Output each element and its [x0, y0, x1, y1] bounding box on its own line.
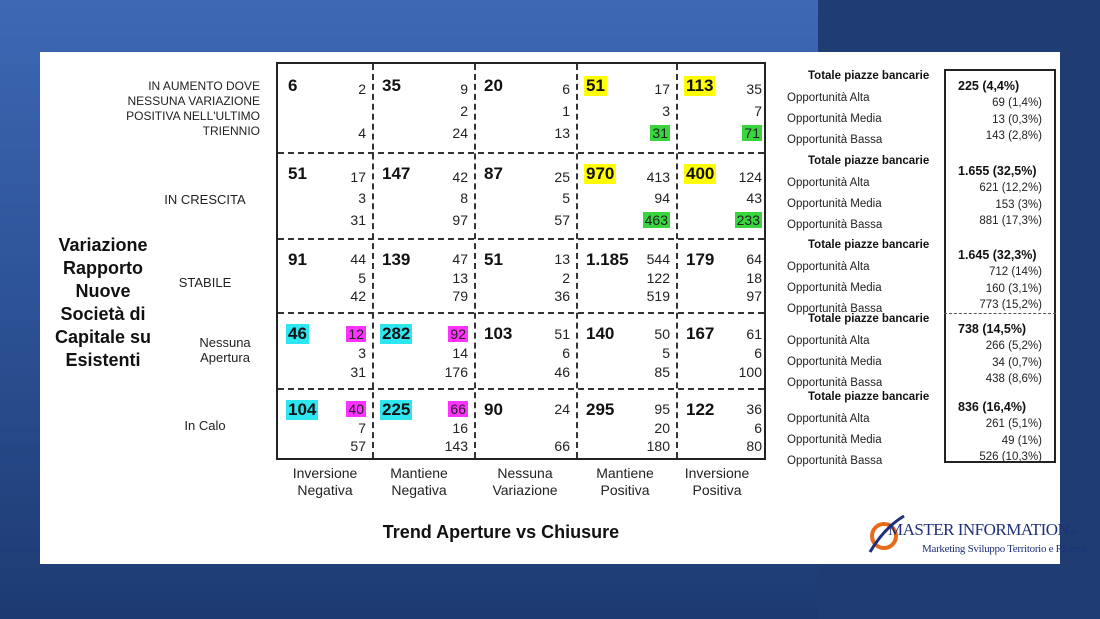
cell-alta	[630, 326, 670, 343]
cell-media	[630, 270, 670, 287]
cell-media	[530, 270, 570, 287]
matrix-cell	[474, 152, 576, 238]
summary-total-value: 225 (4,4%)	[958, 79, 1020, 93]
cell-alta	[722, 251, 762, 268]
logo-suffix: srl	[1069, 528, 1076, 537]
summary-bassa-label: Opportunità Bassa	[787, 134, 883, 146]
summary-bassa-label: Opportunità Bassa	[787, 455, 883, 467]
cell-bassa-value: 463	[644, 211, 668, 228]
col-label-4: Mantiene Positiva	[596, 465, 654, 498]
cell-alta-value: 17	[350, 168, 366, 185]
summary-alta-value: 712 (14%)	[988, 266, 1042, 278]
cell-total: 104	[288, 400, 317, 419]
cell-media-value: 2	[562, 269, 570, 286]
cell-media-value: 3	[662, 103, 670, 120]
summary-total-value: 1.645 (32,3%)	[958, 248, 1037, 262]
cell-media	[326, 190, 366, 207]
cell-media	[326, 345, 366, 362]
cell-total: 91	[288, 250, 307, 269]
y-axis-title: Variazione Rapporto Nuove Società di Capitale su Esistenti	[54, 235, 152, 370]
matrix-cell	[576, 312, 676, 388]
cell-bassa-value: 97	[746, 288, 762, 305]
row-label-4: Nessuna Apertura	[199, 335, 251, 365]
cell-bassa	[428, 364, 468, 381]
row-label-1: IN AUMENTO DOVE NESSUNA VARIAZIONE POSITIVA NELL'ULTIMO TRIENNIO	[126, 79, 260, 138]
cell-media	[722, 270, 762, 287]
summary-bassa-value: 143 (2,8%)	[985, 130, 1042, 142]
cell-bassa	[428, 288, 468, 305]
cell-alta	[530, 169, 570, 186]
cell-bassa-value: 31	[350, 211, 366, 228]
cell-bassa	[722, 212, 762, 229]
cell-bassa	[722, 438, 762, 455]
matrix-cell	[372, 64, 474, 152]
summary-total-label: Totale piazze bancarie	[808, 391, 930, 403]
matrix-cell	[576, 388, 676, 462]
cell-media-value: 94	[654, 190, 670, 207]
summary-alta-label: Opportunità Alta	[787, 177, 870, 189]
cell-alta-value: 44	[350, 251, 366, 268]
col-label-5: Inversione Positiva	[684, 465, 750, 498]
cell-alta-value: 35	[746, 81, 762, 98]
summary-media-value: 34 (0,7%)	[992, 357, 1042, 369]
cell-total: 225	[382, 400, 411, 419]
summary-alta-label: Opportunità Alta	[787, 413, 870, 425]
matrix-cell	[372, 152, 474, 238]
cell-alta-value: 61	[746, 325, 762, 342]
summary-alta-value: 69 (1,4%)	[992, 97, 1042, 109]
cell-bassa-value: 100	[738, 363, 762, 380]
cell-media-value: 2	[460, 103, 468, 120]
summary-divider	[944, 313, 1056, 314]
cell-total: 140	[586, 324, 615, 343]
cell-alta-value: 413	[646, 168, 670, 185]
cell-media-value: 16	[452, 419, 468, 436]
summary-bassa-label: Opportunità Bassa	[787, 303, 883, 315]
cell-bassa	[722, 125, 762, 142]
summary-alta-label: Opportunità Alta	[787, 261, 870, 273]
cell-alta-value: 24	[554, 401, 570, 418]
cell-alta	[722, 326, 762, 343]
cell-media	[630, 190, 670, 207]
summary-total-label: Totale piazze bancarie	[808, 313, 930, 325]
cell-bassa	[326, 438, 366, 455]
cell-bassa-value: 80	[746, 438, 762, 455]
cell-media	[428, 270, 468, 287]
cell-alta	[530, 81, 570, 98]
cell-alta-value: 42	[452, 168, 468, 185]
cell-alta	[326, 326, 366, 343]
cell-total: 1.185	[586, 250, 629, 269]
matrix-cell	[278, 312, 372, 388]
cell-media	[530, 345, 570, 362]
cell-media-value: 5	[358, 269, 366, 286]
cell-media	[722, 345, 762, 362]
summary-alta-value: 261 (5,1%)	[985, 418, 1042, 430]
cell-total: 970	[586, 164, 615, 183]
summary-media-value: 153 (3%)	[995, 199, 1042, 211]
summary-total-value: 1.655 (32,5%)	[958, 164, 1037, 178]
matrix-cell	[278, 238, 372, 312]
summary-bassa-value: 773 (15,2%)	[979, 299, 1042, 311]
cell-bassa-value: 79	[452, 288, 468, 305]
col-label-1: Inversione Negativa	[292, 465, 358, 498]
cell-bassa-value: 42	[350, 288, 366, 305]
row-label-2: IN CRESCITA	[164, 192, 246, 207]
matrix-cell	[474, 64, 576, 152]
summary-media-label: Opportunità Media	[787, 356, 882, 368]
matrix-cell	[474, 238, 576, 312]
cell-media	[630, 420, 670, 437]
cell-alta	[530, 326, 570, 343]
cell-media	[630, 103, 670, 120]
summary-total-value: 836 (16,4%)	[958, 400, 1027, 414]
cell-total: 147	[382, 164, 411, 183]
cell-alta	[428, 81, 468, 98]
cell-bassa-value: 66	[554, 438, 570, 455]
cell-alta	[428, 326, 468, 343]
cell-alta-value: 25	[554, 168, 570, 185]
cell-alta	[326, 251, 366, 268]
cell-alta	[530, 401, 570, 418]
cell-bassa	[428, 212, 468, 229]
cell-media-value: 18	[746, 269, 762, 286]
cell-media	[722, 420, 762, 437]
cell-bassa	[530, 288, 570, 305]
summary-media-label: Opportunità Media	[787, 113, 882, 125]
cell-media	[428, 103, 468, 120]
cell-bassa-value: 85	[654, 363, 670, 380]
cell-bassa	[326, 212, 366, 229]
cell-media	[722, 190, 762, 207]
cell-alta-value: 544	[646, 251, 670, 268]
cell-alta	[530, 251, 570, 268]
cell-total: 90	[484, 400, 503, 419]
cell-alta-value: 6	[562, 81, 570, 98]
cell-bassa-value: 519	[646, 288, 670, 305]
cell-alta	[326, 169, 366, 186]
cell-alta-value: 9	[460, 81, 468, 98]
matrix-cell	[676, 388, 768, 462]
cell-bassa	[530, 125, 570, 142]
cell-media	[326, 270, 366, 287]
summary-total-value: 738 (14,5%)	[958, 322, 1027, 336]
logo-subtitle: Marketing Sviluppo Territorio e Ricerca	[922, 543, 1088, 555]
cell-bassa-value: 4	[358, 125, 366, 142]
cell-media-value: 7	[754, 103, 762, 120]
cell-bassa	[326, 364, 366, 381]
logo-text	[888, 520, 1076, 540]
summary-bassa-label: Opportunità Bassa	[787, 219, 883, 231]
matrix-grid	[276, 62, 766, 460]
logo-main-text: MASTER INFORMATION	[888, 520, 1070, 539]
summary-alta-value: 621 (12,2%)	[979, 182, 1042, 194]
cell-alta-value: 2	[358, 81, 366, 98]
matrix-cell	[372, 388, 474, 462]
summary-alta-label: Opportunità Alta	[787, 92, 870, 104]
cell-bassa	[326, 288, 366, 305]
matrix-cell	[372, 312, 474, 388]
cell-total: 6	[288, 76, 298, 95]
cell-bassa-value: 24	[452, 125, 468, 142]
cell-alta	[326, 81, 366, 98]
cell-bassa	[326, 125, 366, 142]
cell-alta-value: 47	[452, 251, 468, 268]
matrix-cell	[474, 312, 576, 388]
summary-alta-label: Opportunità Alta	[787, 335, 870, 347]
cell-total: 167	[686, 324, 715, 343]
matrix-cell	[278, 388, 372, 462]
cell-alta-value: 92	[450, 325, 466, 342]
cell-media-value: 20	[654, 419, 670, 436]
cell-alta-value: 13	[554, 251, 570, 268]
cell-alta	[722, 401, 762, 418]
cell-media-value: 3	[358, 190, 366, 207]
cell-alta-value: 95	[654, 401, 670, 418]
cell-alta-value: 36	[746, 401, 762, 418]
cell-alta-value: 51	[554, 325, 570, 342]
row-label-5: In Calo	[184, 418, 226, 433]
cell-total: 51	[484, 250, 503, 269]
cell-bassa	[630, 212, 670, 229]
cell-media-value: 5	[562, 190, 570, 207]
cell-bassa	[428, 438, 468, 455]
cell-bassa-value: 57	[554, 211, 570, 228]
cell-total: 51	[586, 76, 605, 95]
cell-bassa	[428, 125, 468, 142]
cell-alta	[630, 169, 670, 186]
matrix-cell	[576, 64, 676, 152]
summary-alta-value: 266 (5,2%)	[985, 340, 1042, 352]
cell-media-value: 122	[646, 269, 670, 286]
summary-bassa-value: 526 (10,3%)	[979, 451, 1042, 463]
cell-alta	[630, 401, 670, 418]
matrix-cell	[372, 238, 474, 312]
summary-media-label: Opportunità Media	[787, 434, 882, 446]
cell-total: 113	[686, 76, 714, 95]
cell-media-value: 14	[452, 344, 468, 361]
cell-bassa-value: 233	[736, 211, 760, 228]
cell-alta-value: 17	[654, 81, 670, 98]
cell-media-value: 7	[358, 419, 366, 436]
summary-media-label: Opportunità Media	[787, 198, 882, 210]
cell-total: 179	[686, 250, 715, 269]
matrix-cell	[576, 152, 676, 238]
cell-bassa-value: 180	[646, 438, 670, 455]
cell-alta	[428, 251, 468, 268]
cell-bassa-value: 31	[350, 363, 366, 380]
matrix-cell	[676, 152, 768, 238]
cell-total: 46	[288, 324, 307, 343]
cell-total: 139	[382, 250, 411, 269]
cell-bassa	[530, 364, 570, 381]
matrix-cell	[576, 238, 676, 312]
cell-alta	[428, 401, 468, 418]
summary-bassa-label: Opportunità Bassa	[787, 377, 883, 389]
cell-media-value: 1	[562, 103, 570, 120]
cell-media-value: 6	[754, 344, 762, 361]
cell-alta	[630, 81, 670, 98]
cell-bassa-value: 71	[744, 125, 760, 142]
matrix-cell	[676, 312, 768, 388]
cell-media	[428, 345, 468, 362]
cell-total: 103	[484, 324, 513, 343]
matrix-cell	[278, 64, 372, 152]
summary-media-value: 13 (0,3%)	[992, 114, 1042, 126]
matrix-cell	[278, 152, 372, 238]
cell-alta-value: 40	[348, 401, 364, 418]
cell-total: 122	[686, 400, 715, 419]
cell-bassa	[630, 125, 670, 142]
col-label-3: Nessuna Variazione	[492, 465, 558, 498]
cell-bassa-value: 57	[350, 438, 366, 455]
cell-bassa	[630, 438, 670, 455]
cell-alta	[428, 169, 468, 186]
cell-alta-value: 50	[654, 325, 670, 342]
cell-media	[630, 345, 670, 362]
cell-total: 87	[484, 164, 503, 183]
col-label-2: Mantiene Negativa	[390, 465, 448, 498]
summary-total-label: Totale piazze bancarie	[808, 70, 930, 82]
cell-media	[722, 103, 762, 120]
summary-bassa-value: 438 (8,6%)	[985, 373, 1042, 385]
cell-media-value: 3	[358, 344, 366, 361]
cell-bassa	[630, 288, 670, 305]
cell-alta-value: 124	[738, 168, 762, 185]
cell-bassa	[630, 364, 670, 381]
cell-media	[428, 190, 468, 207]
cell-media-value: 8	[460, 190, 468, 207]
cell-bassa	[530, 212, 570, 229]
cell-total: 295	[586, 400, 615, 419]
summary-media-value: 49 (1%)	[1001, 435, 1042, 447]
matrix-cell	[474, 388, 576, 462]
summary-total-label: Totale piazze bancarie	[808, 239, 930, 251]
summary-bassa-value: 881 (17,3%)	[979, 215, 1042, 227]
cell-bassa-value: 13	[554, 125, 570, 142]
cell-media-value: 13	[452, 269, 468, 286]
matrix-cell	[676, 238, 768, 312]
cell-total: 282	[382, 324, 411, 343]
row-label-3: STABILE	[178, 275, 232, 290]
cell-total: 20	[484, 76, 503, 95]
cell-total: 51	[288, 164, 307, 183]
cell-bassa	[530, 438, 570, 455]
matrix-cell	[676, 64, 768, 152]
x-axis-title: Trend Aperture vs Chiusure	[382, 522, 620, 542]
cell-media	[530, 103, 570, 120]
summary-media-label: Opportunità Media	[787, 282, 882, 294]
cell-bassa	[722, 288, 762, 305]
cell-media	[530, 190, 570, 207]
cell-alta	[722, 81, 762, 98]
cell-alta	[630, 251, 670, 268]
cell-alta-value: 12	[348, 325, 364, 342]
cell-alta-value: 66	[450, 401, 466, 418]
cell-media	[326, 420, 366, 437]
cell-bassa-value: 31	[652, 125, 668, 142]
summary-total-label: Totale piazze bancarie	[808, 155, 930, 167]
cell-media-value: 6	[562, 344, 570, 361]
cell-media	[428, 420, 468, 437]
summary-media-value: 160 (3,1%)	[985, 283, 1042, 295]
master-information-logo	[866, 508, 1088, 566]
cell-alta-value: 64	[746, 251, 762, 268]
cell-media-value: 6	[754, 419, 762, 436]
cell-total: 35	[382, 76, 401, 95]
cell-bassa-value: 143	[444, 438, 468, 455]
cell-bassa	[722, 364, 762, 381]
cell-bassa-value: 176	[444, 363, 468, 380]
cell-bassa-value: 46	[554, 363, 570, 380]
cell-bassa-value: 97	[452, 211, 468, 228]
cell-total: 400	[686, 164, 715, 183]
cell-media-value: 5	[662, 344, 670, 361]
cell-alta	[722, 169, 762, 186]
cell-media-value: 43	[746, 190, 762, 207]
cell-alta	[326, 401, 366, 418]
cell-bassa-value: 36	[554, 288, 570, 305]
